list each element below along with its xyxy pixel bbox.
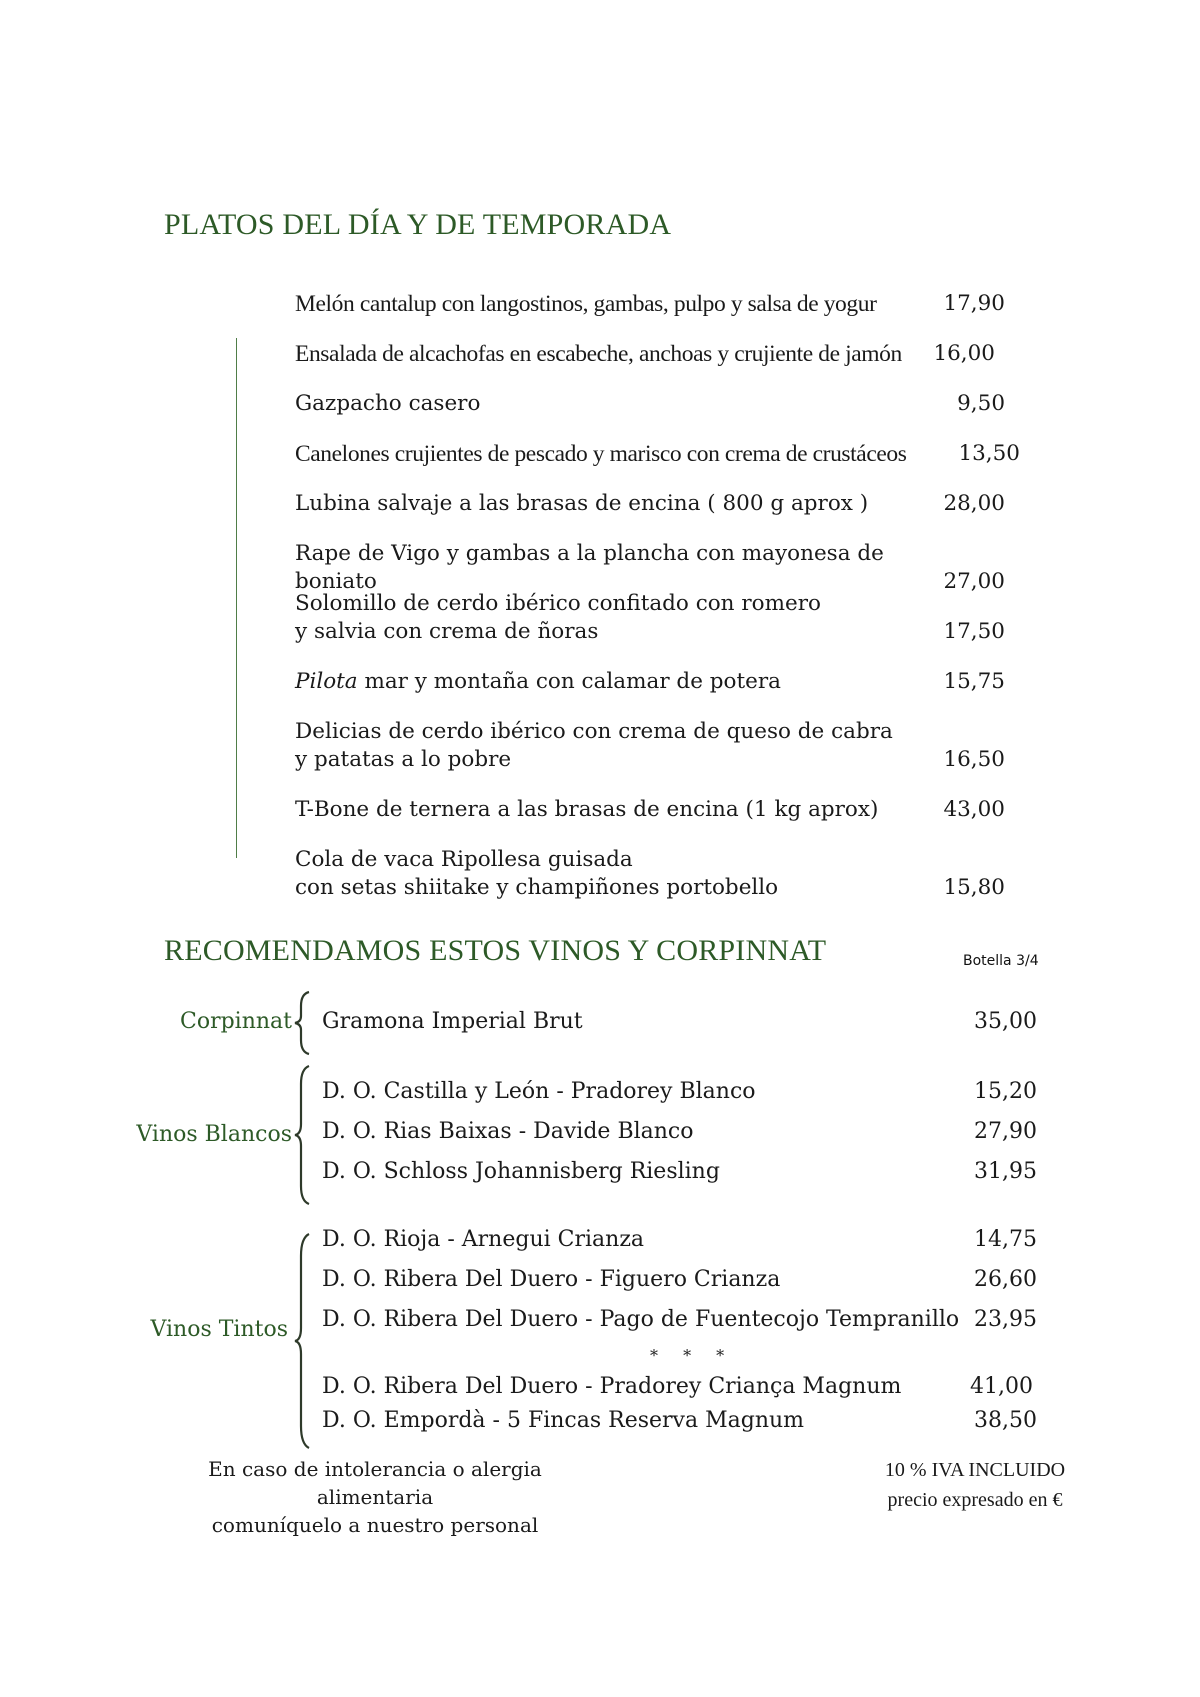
wine-item	[322, 1118, 1037, 1146]
dish-name-line: Cola de vaca Ripollesa guisada	[295, 847, 633, 872]
wine-name: D. O. Ribera Del Duero - Figuero Crianza	[322, 1267, 781, 1292]
dish-item	[295, 490, 1015, 518]
dish-price: 17,50	[943, 619, 1005, 644]
allergy-notice	[150, 1455, 600, 1539]
tax-notice	[850, 1455, 1100, 1515]
wine-item	[322, 1008, 1037, 1036]
tax-notice-line: precio expresado en €	[887, 1489, 1063, 1511]
dish-price: 16,00	[933, 341, 995, 366]
dish-name: Melón cantalup con langostinos, gambas, pulpo y salsa de yogur	[295, 291, 877, 317]
wines-section-title: RECOMENDAMOS ESTOS VINOS Y CORPINNAT	[164, 934, 827, 967]
dish-name-line: Solomillo de cerdo ibérico confitado con romero	[295, 591, 821, 616]
dishes-section-title: PLATOS DEL DÍA Y DE TEMPORADA	[164, 208, 672, 241]
dish-price: 28,00	[943, 491, 1005, 516]
dishes-divider-line	[236, 338, 237, 858]
wine-item	[322, 1266, 1037, 1294]
wine-price: 38,50	[974, 1408, 1037, 1433]
wine-item	[322, 1158, 1037, 1186]
wine-price: 41,00	[970, 1374, 1033, 1399]
corpinnat-brace	[293, 990, 313, 1056]
dish-item	[295, 846, 1015, 902]
wine-item	[322, 1407, 1037, 1435]
allergy-notice-line: comuníquelo a nuestro personal	[211, 1513, 539, 1537]
dish-price: 17,90	[943, 291, 1005, 316]
dish-name: Gazpacho casero	[295, 391, 481, 416]
dish-name: Lubina salvaje a las brasas de encina ( 800 g aprox )	[295, 491, 869, 516]
wine-price: 14,75	[974, 1227, 1037, 1252]
dish-name-rest: mar y montaña con calamar de potera	[357, 669, 781, 694]
wine-group-label-tintos: Vinos Tintos	[150, 1317, 288, 1342]
dish-item	[295, 668, 1015, 696]
dish-item	[295, 390, 1015, 418]
wine-item	[322, 1078, 1037, 1106]
wine-name: D. O. Ribera Del Duero - Pradorey Criança Magnum	[322, 1374, 902, 1399]
wine-name: D. O. Empordà - 5 Fincas Reserva Magnum	[322, 1408, 805, 1433]
dish-name-line: con setas shiitake y champiñones portobello	[295, 875, 779, 900]
tax-notice-line: 10 % IVA INCLUIDO	[884, 1459, 1066, 1481]
wine-group-label-corpinnat: Corpinnat	[179, 1009, 292, 1034]
dish-name-line: y salvia con crema de ñoras	[295, 619, 599, 644]
wine-price: 23,95	[974, 1307, 1037, 1332]
dish-price: 15,80	[943, 875, 1005, 900]
dish-price: 43,00	[943, 797, 1005, 822]
dish-name-line: y patatas a lo pobre	[295, 747, 512, 772]
blancos-brace	[293, 1064, 313, 1206]
bottle-size-label: Botella 3/4	[963, 953, 1039, 969]
dish-name: Ensalada de alcachofas en escabeche, anchoas y crujiente de jamón	[295, 341, 902, 367]
dish-item	[295, 290, 1015, 318]
wine-item	[322, 1373, 1037, 1401]
wine-price: 15,20	[974, 1079, 1037, 1104]
wine-name: D. O. Schloss Johannisberg Riesling	[322, 1159, 720, 1184]
wine-price: 26,60	[974, 1267, 1037, 1292]
wine-group-label-blancos: Vinos Blancos	[136, 1122, 292, 1147]
dish-item	[295, 590, 1015, 646]
dish-name-italic: Pilota	[295, 669, 358, 694]
allergy-notice-line: En caso de intolerancia o alergia alimentaria	[208, 1457, 542, 1509]
wine-separator: * * *	[650, 1346, 735, 1365]
dish-price: 27,00	[943, 569, 1005, 594]
wine-price: 31,95	[974, 1159, 1037, 1184]
dish-price: 9,50	[957, 391, 1005, 416]
dish-item	[295, 440, 1020, 468]
dish-name: Rape de Vigo y gambas a la plancha con mayonesa de boniato	[295, 541, 884, 594]
wine-name: D. O. Ribera Del Duero - Pago de Fuentecojo Tempranillo	[322, 1307, 960, 1332]
wine-name: Gramona Imperial Brut	[322, 1009, 583, 1034]
wine-price: 35,00	[974, 1009, 1037, 1034]
dish-price: 16,50	[943, 747, 1005, 772]
dish-price: 15,75	[943, 669, 1005, 694]
dish-item	[295, 718, 1015, 774]
wine-price: 27,90	[974, 1119, 1037, 1144]
dish-name: Canelones crujientes de pescado y marisco con crema de crustáceos	[295, 441, 907, 467]
dish-item	[295, 540, 1015, 596]
tintos-brace	[293, 1232, 313, 1450]
wine-item	[322, 1226, 1037, 1254]
wine-name: D. O. Rias Baixas - Davide Blanco	[322, 1119, 694, 1144]
wine-name: D. O. Rioja - Arnegui Crianza	[322, 1227, 645, 1252]
dish-name: T-Bone de ternera a las brasas de encina (1 kg aprox)	[295, 797, 879, 822]
dish-item	[295, 340, 1015, 368]
dish-price: 13,50	[958, 441, 1020, 466]
dish-name-line: Delicias de cerdo ibérico con crema de queso de cabra	[295, 719, 893, 744]
wine-item	[322, 1306, 1037, 1334]
wine-name: D. O. Castilla y León - Pradorey Blanco	[322, 1079, 756, 1104]
dish-item	[295, 796, 1015, 824]
